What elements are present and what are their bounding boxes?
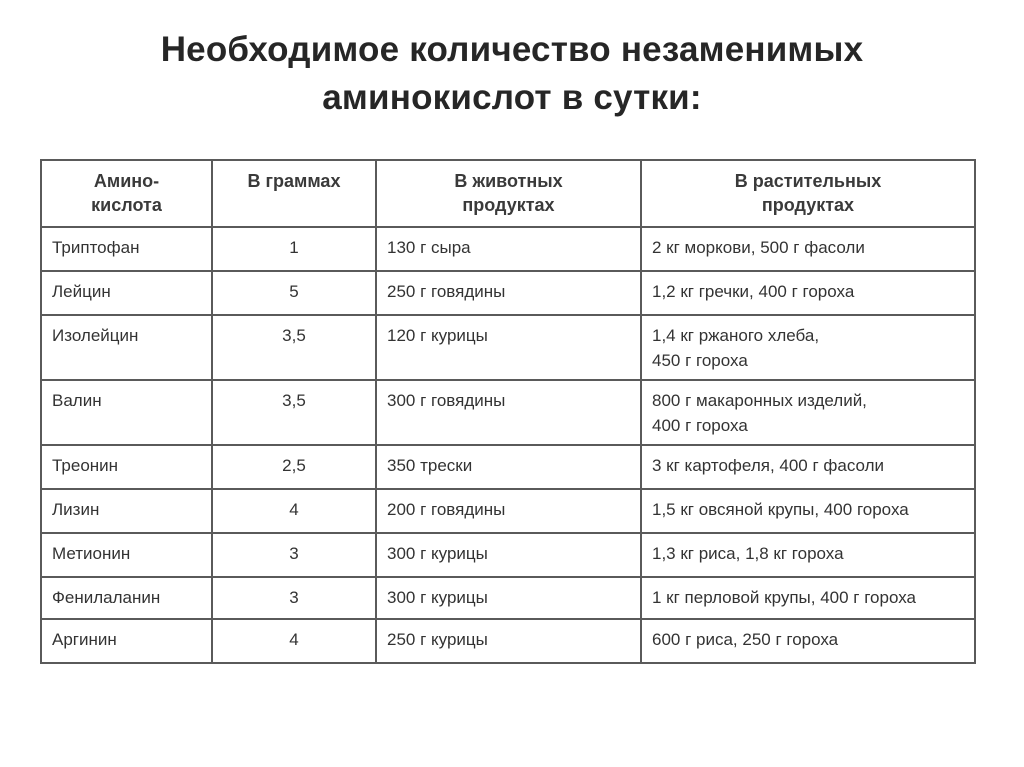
cell-amino: Триптофан <box>41 227 212 271</box>
cell-grams: 3,5 <box>212 315 376 380</box>
cell-plant <box>641 619 975 663</box>
cell-plant-line: 1,3 кг риса, 1,8 кг гороха <box>652 544 844 563</box>
cell-plant <box>641 271 975 315</box>
table-row <box>41 577 975 619</box>
cell-animal: 250 г говядины <box>376 271 641 315</box>
cell-plant-line: 3 кг картофеля, 400 г фасоли <box>652 456 885 475</box>
cell-amino: Валин <box>41 380 212 445</box>
header-animal-line-2: продуктах <box>462 195 555 215</box>
cell-plant-line: 400 г гороха <box>652 416 748 435</box>
table-row <box>41 271 975 315</box>
table-row <box>41 533 975 577</box>
cell-amino: Треонин <box>41 445 212 489</box>
cell-plant <box>641 227 975 271</box>
cell-animal: 250 г курицы <box>376 619 641 663</box>
cell-amino: Лейцин <box>41 271 212 315</box>
cell-plant <box>641 380 975 445</box>
table-row <box>41 445 975 489</box>
cell-grams: 1 <box>212 227 376 271</box>
cell-plant <box>641 489 975 533</box>
cell-plant-line: 1,4 кг ржаного хлеба, <box>652 326 820 345</box>
cell-animal: 120 г курицы <box>376 315 641 380</box>
header-grams-line-1: В граммах <box>247 171 341 191</box>
cell-plant <box>641 445 975 489</box>
table-row <box>41 315 975 380</box>
cell-plant-line: 1,2 кг гречки, 400 г гороха <box>652 282 855 301</box>
cell-animal: 350 трески <box>376 445 641 489</box>
title-line-2: аминокислот в сутки: <box>322 78 702 117</box>
header-plant-line-2: продуктах <box>761 195 855 215</box>
cell-plant-line: 2 кг моркови, 500 г фасоли <box>652 238 865 257</box>
cell-animal: 300 г говядины <box>376 380 641 445</box>
cell-plant-line: 1 кг перловой крупы, 400 г гороха <box>652 588 916 607</box>
cell-animal: 300 г курицы <box>376 533 641 577</box>
table-header-row <box>41 160 975 227</box>
table-row <box>41 227 975 271</box>
header-plant-products <box>641 160 975 227</box>
page-title <box>40 26 984 122</box>
header-plant-line-1: В растительных <box>734 171 882 191</box>
cell-amino: Метионин <box>41 533 212 577</box>
cell-plant-line: 600 г риса, 250 г гороха <box>652 630 839 649</box>
cell-plant <box>641 315 975 380</box>
cell-plant-line: 1,5 кг овсяной крупы, 400 гороха <box>652 500 909 519</box>
table-row <box>41 380 975 445</box>
amino-acid-table <box>40 159 976 664</box>
cell-grams: 4 <box>212 619 376 663</box>
cell-plant <box>641 533 975 577</box>
cell-animal: 300 г курицы <box>376 577 641 619</box>
header-animal-products <box>376 160 641 227</box>
cell-amino: Лизин <box>41 489 212 533</box>
header-amino-acid <box>41 160 212 227</box>
header-amino-acid-line-1: Амино- <box>93 171 160 191</box>
cell-animal: 130 г сыра <box>376 227 641 271</box>
header-animal-line-1: В животных <box>454 171 563 191</box>
cell-grams: 2,5 <box>212 445 376 489</box>
cell-grams: 3 <box>212 533 376 577</box>
cell-animal: 200 г говядины <box>376 489 641 533</box>
cell-grams: 4 <box>212 489 376 533</box>
cell-grams: 3 <box>212 577 376 619</box>
cell-grams: 3,5 <box>212 380 376 445</box>
table-row <box>41 619 975 663</box>
title-line-1: Необходимое количество незаменимых <box>160 30 864 69</box>
cell-amino: Изолейцин <box>41 315 212 380</box>
cell-plant-line: 450 г гороха <box>652 351 748 370</box>
cell-amino: Фенилаланин <box>41 577 212 619</box>
cell-plant <box>641 577 975 619</box>
cell-grams: 5 <box>212 271 376 315</box>
cell-plant-line: 800 г макаронных изделий, <box>652 391 867 410</box>
header-grams <box>212 160 376 227</box>
header-amino-acid-line-2: кислота <box>91 195 162 215</box>
cell-amino: Аргинин <box>41 619 212 663</box>
table-row <box>41 489 975 533</box>
